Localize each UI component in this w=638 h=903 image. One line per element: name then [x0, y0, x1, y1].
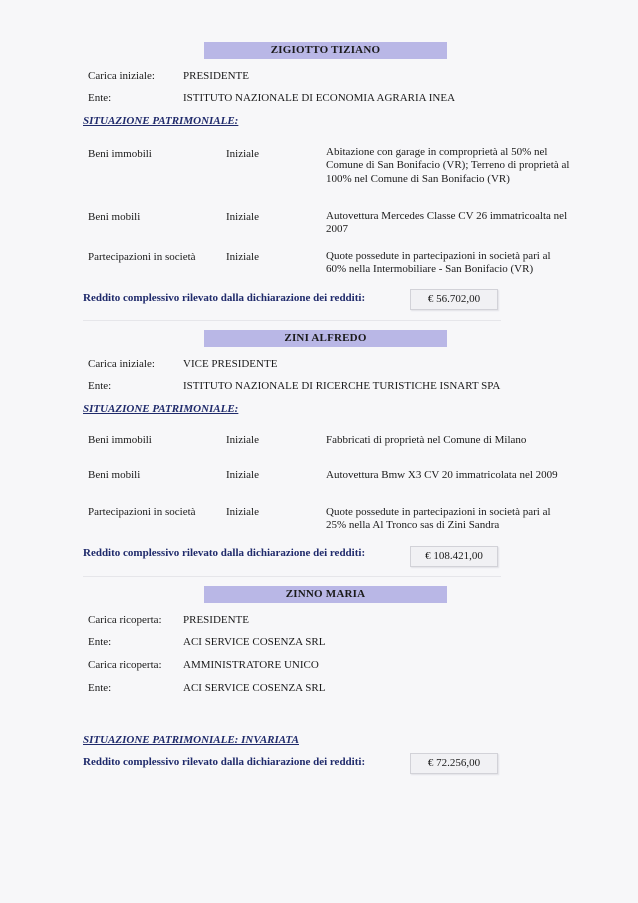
asset-type: Beni immobili — [88, 434, 152, 446]
entity-label: Ente: — [88, 380, 112, 392]
entity-value: ACI SERVICE COSENZA SRL — [183, 682, 326, 694]
asset-type: Partecipazioni in società — [88, 251, 196, 263]
income-label: Reddito complessivo rilevato dalla dichiarazione dei redditi: — [83, 756, 366, 768]
income-label: Reddito complessivo rilevato dalla dichiarazione dei redditi: — [83, 547, 366, 559]
role-value: AMMINISTRATORE UNICO — [183, 659, 319, 671]
asset-description: Quote possedute in partecipazioni in società pari al 25% nella Al Tronco sas di Zini Sandra — [326, 506, 551, 532]
entity-label: Ente: — [88, 636, 112, 648]
entity-label: Ente: — [88, 92, 112, 104]
role-label: Carica ricoperta: — [88, 659, 162, 671]
role-value: PRESIDENTE — [183, 70, 249, 82]
asset-type: Beni mobili — [88, 211, 141, 223]
asset-description: Abitazione con garage in comproprietà al 50% nel Comune di San Bonifacio (VR); Terreno di proprietà al 100% nel Comune di San Bonifacio (VR) — [326, 146, 570, 185]
asset-description: Autovettura Bmw X3 CV 20 immatricolata nel 2009 — [326, 469, 558, 481]
income-value: € 56.702,00 — [410, 289, 498, 310]
role-value: PRESIDENTE — [183, 614, 249, 626]
asset-status: Iniziale — [226, 251, 259, 263]
asset-type: Beni mobili — [88, 469, 141, 481]
asset-description: Fabbricati di proprietà nel Comune di Milano — [326, 434, 527, 446]
role-label: Carica iniziale: — [88, 70, 155, 82]
asset-status: Iniziale — [226, 211, 259, 223]
asset-description: Quote possedute in partecipazioni in società pari al 60% nella Intermobiliare - San Bonifacio (VR) — [326, 250, 551, 276]
income-label: Reddito complessivo rilevato dalla dichiarazione dei redditi: — [83, 292, 366, 304]
section-title: SITUAZIONE PATRIMONIALE: INVARIATA — [83, 734, 299, 746]
income-value: € 108.421,00 — [410, 546, 498, 567]
asset-description: Autovettura Mercedes Classe CV 26 immatricoalta nel 2007 — [326, 210, 568, 236]
role-value: VICE PRESIDENTE — [183, 358, 278, 370]
section-title: SITUAZIONE PATRIMONIALE: — [83, 403, 239, 415]
asset-status: Iniziale — [226, 148, 259, 160]
entity-value: ISTITUTO NAZIONALE DI RICERCHE TURISTICHE ISNART SPA — [183, 380, 501, 392]
person-name-banner: ZIGIOTTO TIZIANO — [204, 42, 447, 59]
asset-status: Iniziale — [226, 506, 259, 518]
role-label: Carica iniziale: — [88, 358, 155, 370]
entity-value: ISTITUTO NAZIONALE DI ECONOMIA AGRARIA INEA — [183, 92, 456, 104]
person-name-banner: ZINNO MARIA — [204, 586, 447, 603]
section-title: SITUAZIONE PATRIMONIALE: — [83, 115, 239, 127]
asset-type: Partecipazioni in società — [88, 506, 196, 518]
income-value: € 72.256,00 — [410, 753, 498, 774]
divider — [83, 576, 501, 577]
asset-status: Iniziale — [226, 469, 259, 481]
asset-status: Iniziale — [226, 434, 259, 446]
divider — [83, 320, 501, 321]
asset-type: Beni immobili — [88, 148, 152, 160]
entity-label: Ente: — [88, 682, 112, 694]
entity-value: ACI SERVICE COSENZA SRL — [183, 636, 326, 648]
person-name-banner: ZINI ALFREDO — [204, 330, 447, 347]
role-label: Carica ricoperta: — [88, 614, 162, 626]
